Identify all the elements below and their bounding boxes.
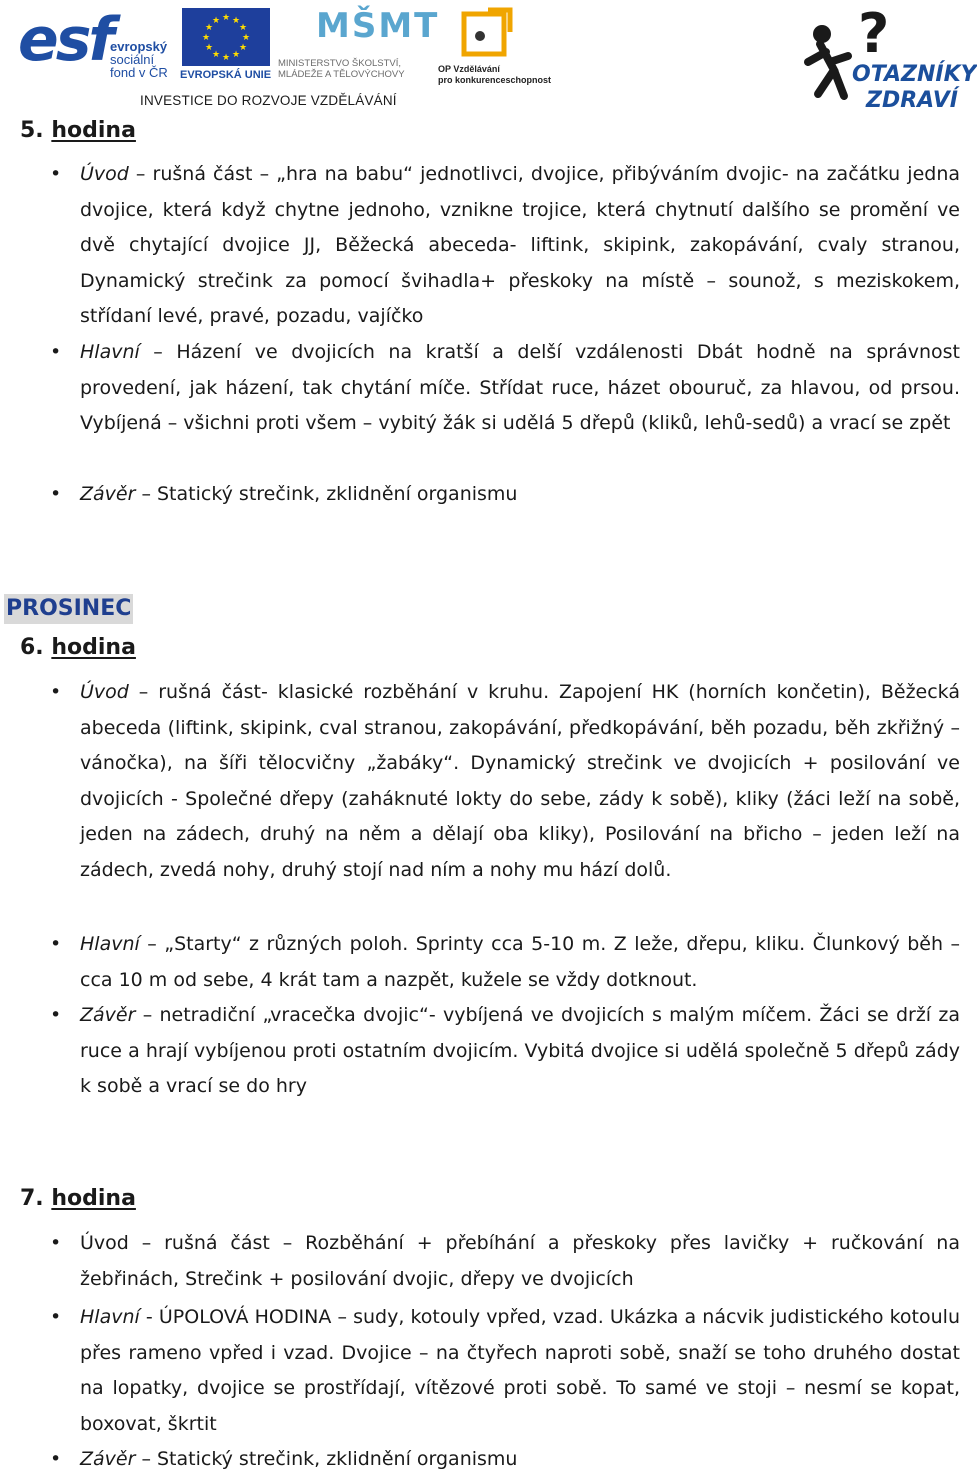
hlavni-label: Hlavní [80, 1306, 140, 1328]
op-text [438, 64, 551, 86]
svg-text:★: ★ [238, 22, 248, 32]
lesson-6-hlavni [50, 927, 960, 998]
svg-text:★: ★ [204, 42, 214, 52]
svg-text:★: ★ [204, 22, 214, 32]
bullet-icon: • [50, 1448, 62, 1470]
uvod-label: Úvod [80, 681, 129, 703]
eu-flag-icon [182, 8, 270, 66]
svg-text:★: ★ [241, 32, 251, 42]
hlavni-label: Hlavní [80, 341, 140, 363]
eu-logo [180, 8, 272, 84]
hlavni-text: – Házení ve dvojicích na kratší a delší vzdálenosti Dbát hodně na správnost provedení, jak házení, tak chytání míče. Střídat ruce, házet obouruč, za hlavou, od prsou. Vybíjená – všichni proti všem – vybitý žák si udělá 5 dřepů (kliků, lehů-sedů) a vrací se zpět [80, 341, 960, 435]
lesson-5-zaver [50, 477, 960, 513]
op-logo [438, 6, 552, 86]
lesson-5-heading [20, 118, 136, 143]
svg-text:★: ★ [238, 42, 248, 52]
lesson-7-heading [20, 1186, 136, 1211]
uvod-text: – rušná část – „hra na babu“ jednotlivci, dvojice, přibýváním dvojic- na začátku jedna dvojice, která když chytne jednoho, vznikne trojice, která chytnutí dalšího se promění ve dvě chytající dvojice JJ, Běžecká abeceda- liftink, skipink, zakopávání, cvaly stranou, Dynamický strečink za pomocí švihadla+ přeskoky na místě – sounož, s meziskokem, střídaní levé, pravé, pozadu, vajíčko [80, 163, 960, 328]
msmt-mark: MŠMT [316, 6, 440, 46]
svg-text:★: ★ [231, 15, 241, 25]
zaver-text: – Statický strečink, zklidnění organismu [135, 1448, 518, 1470]
eu-label: EVROPSKÁ UNIE [180, 69, 272, 81]
lesson-6-number: 6. [20, 635, 44, 660]
lesson-5-uvod [50, 157, 960, 335]
uvod-text: – rušná část- klasické rozběhání v kruhu. Zapojení HK (horních končetin), Běžecká abeceda (liftink, skipink, cval stranou, zakopávání, předkopávání, běh pozadu, běh zkřižný – vánočka), na šíři tělocvičny „žabáky“. Dynamický strečink ve dvojicích + posilování ve dvojicích - Společné dřepy (zaháknuté lokty do sebe, zády k sobě), kliky (žáci leží na sobě, jeden na zádech, druhý na něm a dělají oba kliky), Posilování na břicho – jeden leží na zádech, zvedá nohy, druhý stojí nad ním a nohy mu hází dolů. [80, 681, 960, 881]
svg-text:★: ★ [211, 49, 221, 59]
esf-logo-letters: esf [18, 5, 112, 75]
month-heading: PROSINEC [4, 594, 133, 624]
esf-line-1: evropský [110, 39, 168, 54]
hlavni-text: - ÚPOLOVÁ HODINA – sudy, kotouly vpřed, vzad. Ukázka a nácvik judistického kotoulu přes rameno vpřed i vzad. Dvojice – na čtyřech naproti sobě, snaží se toho druhého dostat na lopatky, dvojice se prostřídají, vítězové proti sobě. To samé ve stoji – nesmí se kopat, boxovat, škrtit [80, 1306, 960, 1435]
zaver-label: Závěr [80, 1448, 136, 1470]
bullet-icon: • [50, 1232, 62, 1254]
lesson-7-zaver [50, 1442, 960, 1478]
bullet-icon: • [50, 1004, 62, 1026]
msmt-text [278, 58, 405, 80]
svg-text:★: ★ [201, 32, 211, 42]
svg-text:★: ★ [231, 49, 241, 59]
op-arrow-icon [458, 8, 514, 58]
hlavni-label: Hlavní [80, 933, 140, 955]
svg-text:★: ★ [211, 15, 221, 25]
bullet-icon: • [50, 933, 62, 955]
lesson-6-zaver [50, 998, 960, 1105]
lesson-7-word: hodina [51, 1186, 136, 1211]
lesson-7-uvod [50, 1226, 960, 1297]
msmt-line-1: MINISTERSTVO ŠKOLSTVÍ, [278, 58, 401, 69]
lesson-7-number: 7. [20, 1186, 44, 1211]
svg-text:★: ★ [221, 52, 231, 62]
zaver-text: – netradiční „vracečka dvojic“- vybíjená ve dvojicích s malým míčem. Žáci se drží za ruce a hrají vybíjenou proti ostatním dvojicím. Vybitá dvojice si udělá společně 5 dřepů zády k sobě a vrací se do hry [80, 1004, 960, 1098]
msmt-logo [278, 6, 440, 86]
lesson-5-number: 5. [20, 118, 44, 143]
bullet-icon: • [50, 483, 62, 505]
bullet-icon: • [50, 681, 62, 703]
op-line-2: pro konkurenceschopnost [438, 75, 552, 85]
svg-text:★: ★ [221, 12, 231, 22]
bullet-icon: • [50, 341, 62, 363]
lesson-6-heading [20, 635, 136, 660]
lesson-5-word: hodina [51, 118, 136, 143]
uvod-text: Úvod – rušná část – Rozběhání + přebíhání a přeskoky přes lavičky + ručkování na žebřinách, Strečink + posilování dvojic, dřepy ve dvojicích [80, 1232, 960, 1290]
otazniky-zdravi-logo [800, 2, 977, 120]
hlavni-text: – „Starty“ z různých poloh. Sprinty cca 5-10 m. Z leže, dřepu, kliku. Člunkový běh – cca 10 m od sebe, 4 krát tam a nazpět, kužele se vždy dotknout. [80, 933, 960, 991]
svg-text:?: ? [858, 2, 890, 65]
lesson-6-uvod [50, 675, 960, 889]
investice-tagline: INVESTICE DO ROZVOJE VZDĚLÁVÁNÍ [140, 93, 397, 108]
esf-logo-text [110, 40, 168, 79]
lesson-5-hlavni [50, 335, 960, 442]
bullet-icon: • [50, 163, 62, 185]
msmt-line-2: MLÁDEŽE A TĚLOVÝCHOVY [278, 69, 405, 80]
zaver-label: Závěr [80, 1004, 136, 1026]
lesson-6-word: hodina [51, 635, 136, 660]
lesson-7-hlavni [50, 1300, 960, 1442]
uvod-label: Úvod [80, 163, 129, 185]
ot-line-1: OTAZNÍKY [852, 62, 977, 87]
esf-logo [18, 5, 178, 88]
esf-line-2: sociální [110, 52, 155, 67]
op-line-1: OP Vzdělávání [438, 64, 500, 74]
zaver-text: – Statický strečink, zklidnění organismu [135, 483, 518, 505]
esf-line-3: fond v ČR [110, 65, 168, 80]
ot-line-2: ZDRAVÍ [866, 88, 958, 113]
otazniky-zdravi-text [852, 62, 977, 114]
zaver-label: Závěr [80, 483, 136, 505]
bullet-icon: • [50, 1306, 62, 1328]
